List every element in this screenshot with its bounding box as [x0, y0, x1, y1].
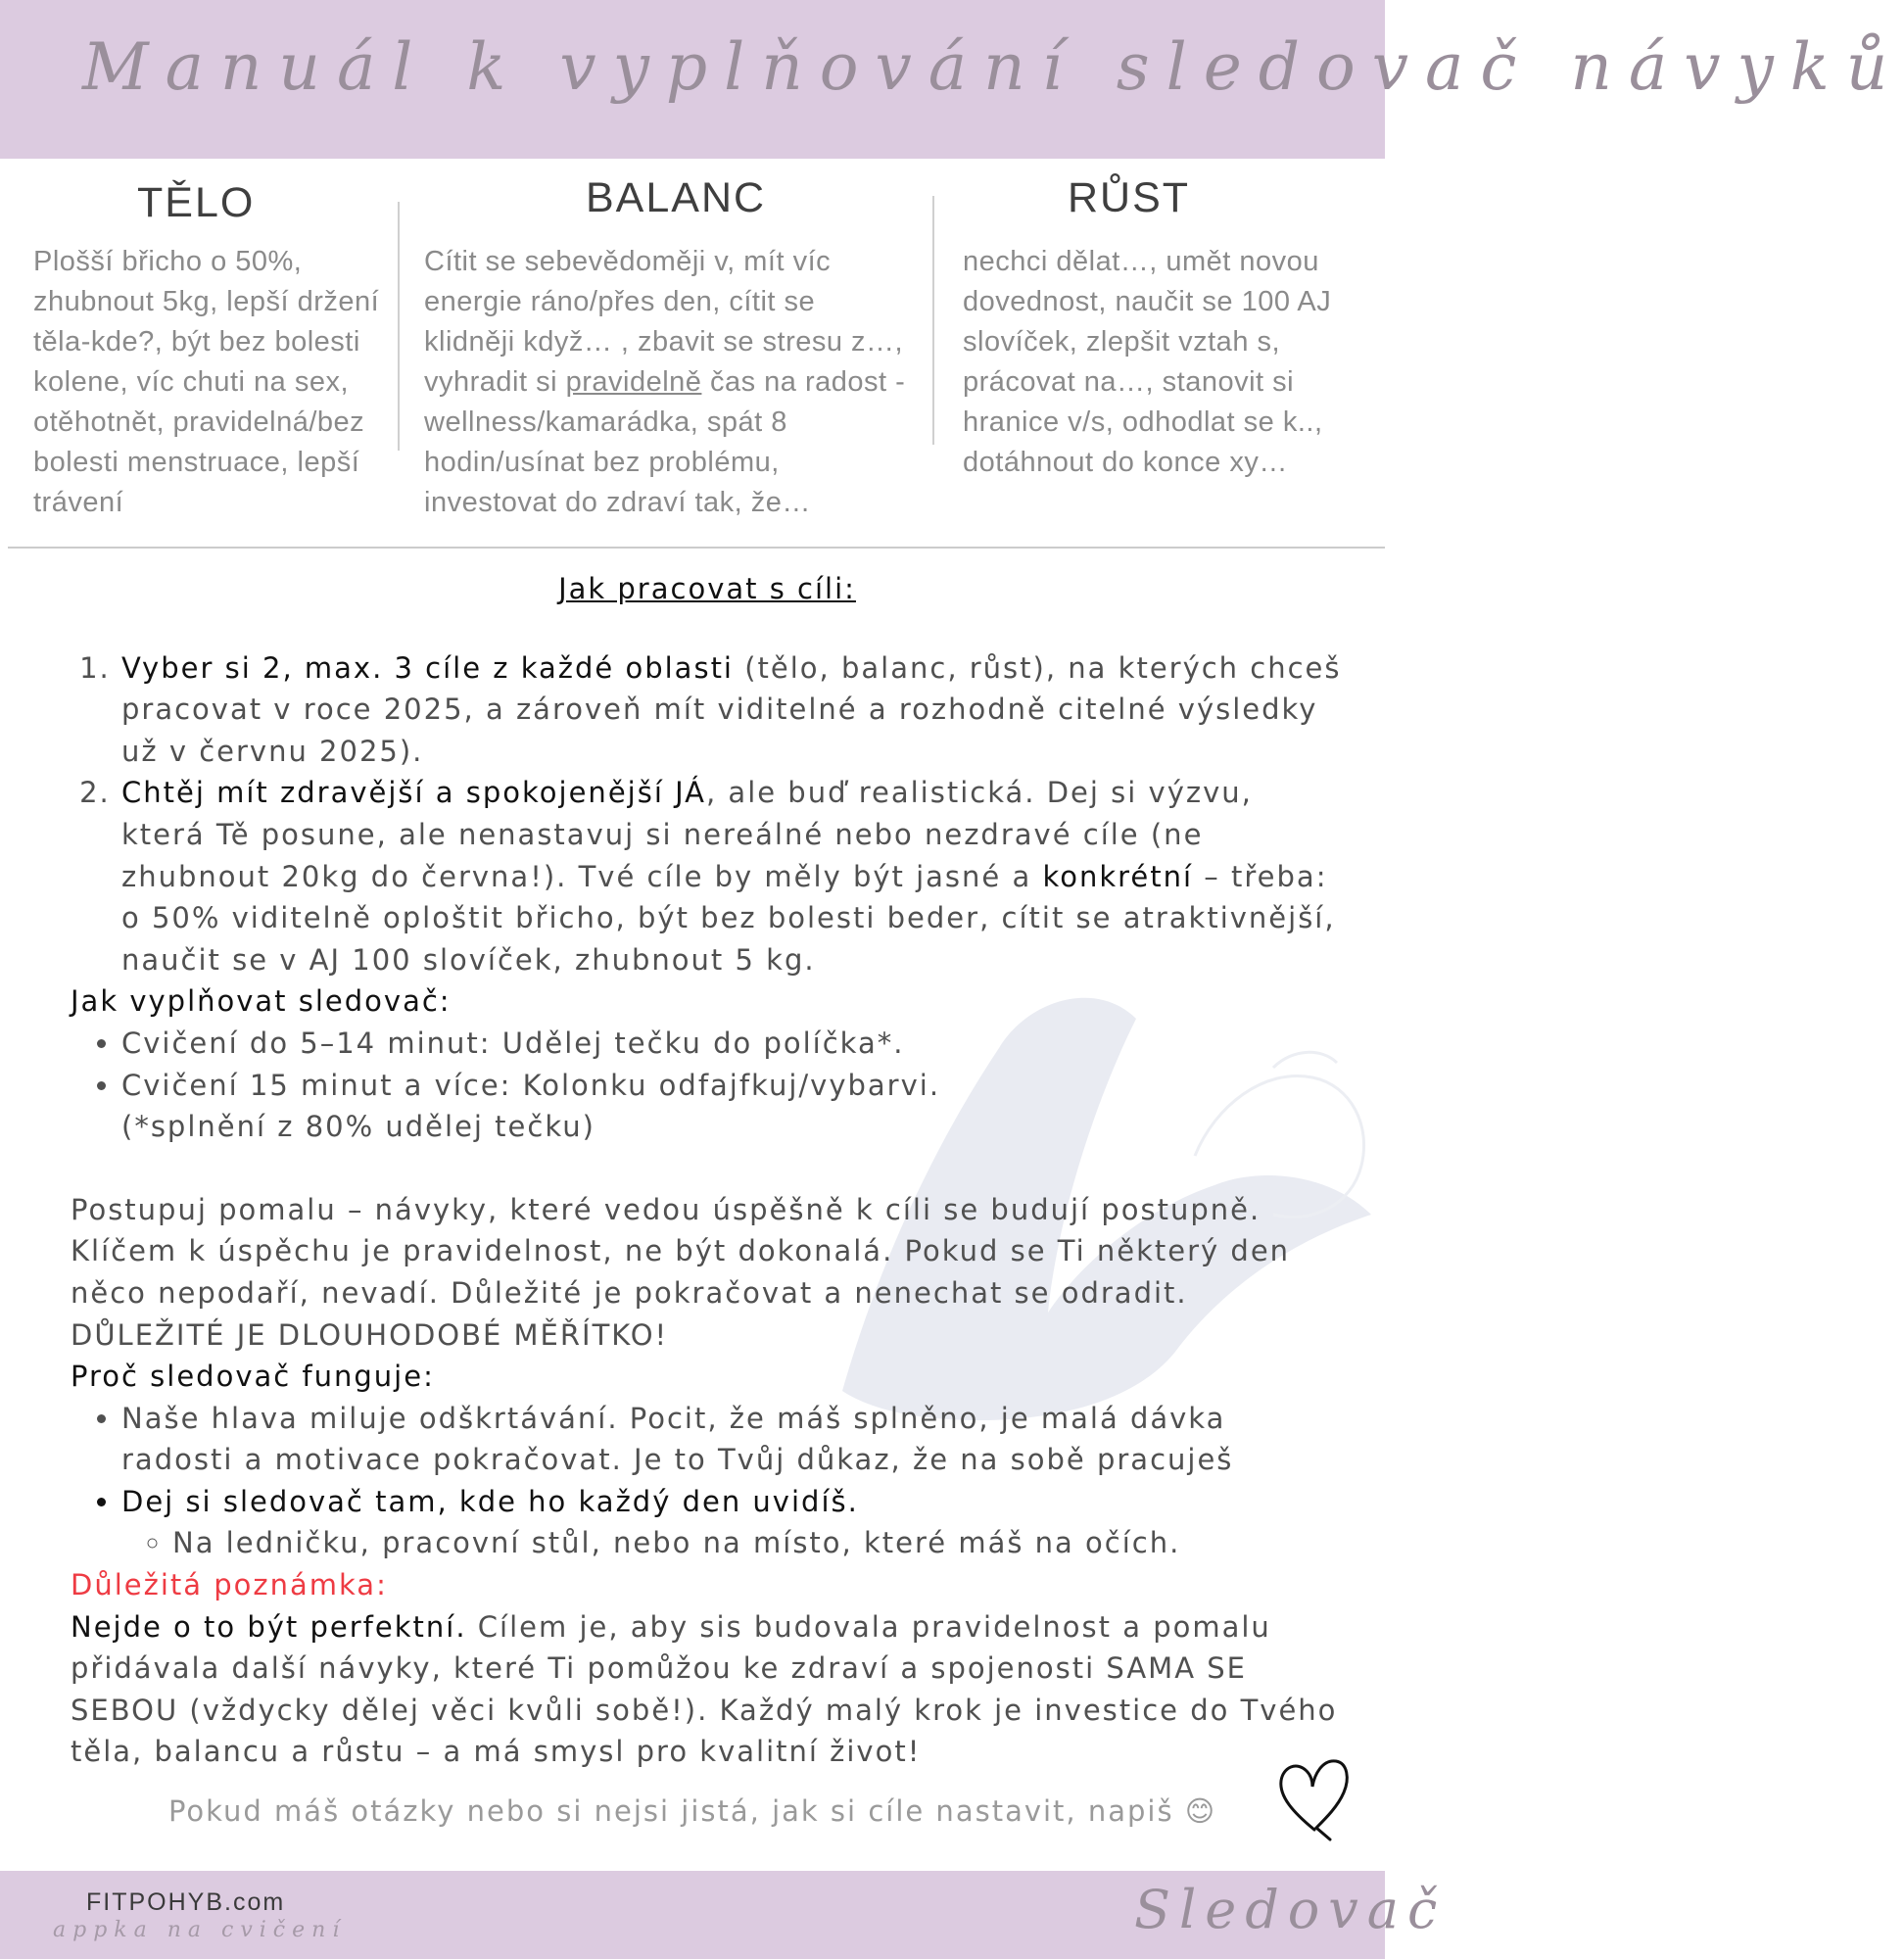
brand-name: FITPOHYB.com — [86, 1888, 286, 1916]
why-list — [71, 1398, 1344, 1564]
list-item: • Cvičení do 5–14 minut: Udělej tečku do políčka*. — [121, 1023, 1344, 1065]
goal-step: 1. Vyber si 2, max. 3 cíle z každé oblasti (tělo, balanc, růst), na kterých chceš pracovat v roce 2025, a zároveň mít viditelné a rozhodně citelné výsledky už v červnu 2025). — [121, 647, 1344, 773]
column-title-telo: TĚLO — [137, 179, 256, 226]
column-text-telo: Plošší břicho o 50%, zhubnout 5kg, lepší držení těla-kde?, být bez bolesti kolene, víc chuti na sex, otěhotnět, pravidelná/bez bolesti menstruace, lepší trávení — [33, 246, 380, 518]
page-title: Manuál k vyplňování sledovač návyků — [82, 29, 1904, 105]
smile-emoji: 😊 — [1184, 1794, 1217, 1828]
tracker-list — [71, 1023, 1344, 1148]
goals-list — [71, 647, 1344, 981]
column-text-balanc: Cítit se sebevědoměji v, mít víc energie ráno/přes den, cítit se klidněji když… , zbavit se stresu z…, vyhradit si pravidelně čas na radost - wellness/kamarádka, spát 8 hodin/usínat bez problému, investovat do zdraví tak, že… — [424, 246, 906, 518]
list-item: ◦ Na ledničku, pracovní stůl, nebo na místo, které máš na očích. — [172, 1522, 1344, 1564]
note-paragraph: Nejde o to být perfektní. Cílem je, aby sis budovala pravidelnost a pomalu přidávala další návyky, které Ti pomůžou ke zdraví a spojenosti SAMA SE SEBOU (vždycky dělej věci kvůli sobě!). Každý malý krok je investice do Tvého těla, balancu a růstu – a má smysl pro kvalitní život! — [71, 1609, 1338, 1769]
signature-text: Sledovač — [1134, 1879, 1447, 1940]
column-title-balanc: BALANC — [586, 174, 767, 221]
main-content — [71, 568, 1344, 1773]
section-divider — [8, 547, 1385, 549]
slowly-paragraph: Postupuj pomalu – návyky, které vedou úspěšně k cíli se budují postupně. Klíčem k úspěchu je pravidelnost, ne být dokonalá. Pokud se Ti některý den něco nepodaří, nevadí. Důležité je pokračovat a nenechat se odradit. DŮLEŽITÉ JE DLOUHODOBÉ MĚŘÍTKO! — [71, 1192, 1291, 1352]
column-divider — [398, 202, 400, 451]
why-heading: Proč sledovač funguje: — [71, 1360, 435, 1394]
list-item: • Cvičení 15 minut a více: Kolonku odfajfkuj/vybarvi. (*splnění z 80% udělej tečku) — [121, 1065, 1344, 1148]
column-divider — [932, 196, 934, 445]
closing-line: Pokud máš otázky nebo si nejsi jistá, jak si cíle nastavit, napiš 😊 — [167, 1794, 1217, 1828]
goal-step: 2. Chtěj mít zdravější a spokojenější JÁ, ale buď realistická. Dej si výzvu, která Tě posune, ale nenastavuj si nereálné nebo nezdravé cíle (ne zhubnout 20kg do června!). Tvé cíle by měly být jasné a konkrétní – třeba: o 50% viditelně oploštit břicho, být bez bolesti beder, cítit se atraktivnější, naučit se v AJ 100 slovíček, zhubnout 5 kg. — [121, 772, 1344, 980]
note-heading: Důležitá poznámka: — [71, 1568, 388, 1602]
sub-list — [121, 1522, 1344, 1564]
underlined-word: pravidelně — [565, 366, 702, 398]
tracker-heading: Jak vyplňovat sledovač: — [71, 984, 452, 1019]
brand-tagline: appka na cvičení — [53, 1918, 347, 1942]
column-title-rust: RŮST — [1068, 174, 1191, 221]
tracker-note: (*splnění z 80% udělej tečku) — [121, 1110, 595, 1144]
caps-note: DŮLEŽITÉ JE DLOUHODOBÉ MĚŘÍTKO! — [71, 1317, 669, 1352]
list-item: • Dej si sledovač tam, kde ho každý den uvidíš. ◦ Na ledničku, pracovní stůl, nebo na místo, které máš na očích. — [121, 1481, 1344, 1564]
goals-heading: Jak pracovat s cíli: — [558, 572, 856, 605]
column-text-rust: nechci dělat…, umět novou dovednost, naučit se 100 AJ slovíček, zlepšit vztah s, prácovat na…, stanovit si hranice v/s, odhodlat se k.., dotáhnout do konce xy… — [963, 246, 1332, 478]
heart-icon — [1273, 1753, 1352, 1841]
list-item: • Naše hlava miluje odškrtávání. Pocit, že máš splněno, je malá dávka radosti a motivace pokračovat. Je to Tvůj důkaz, že na sobě pracuješ — [121, 1398, 1344, 1481]
